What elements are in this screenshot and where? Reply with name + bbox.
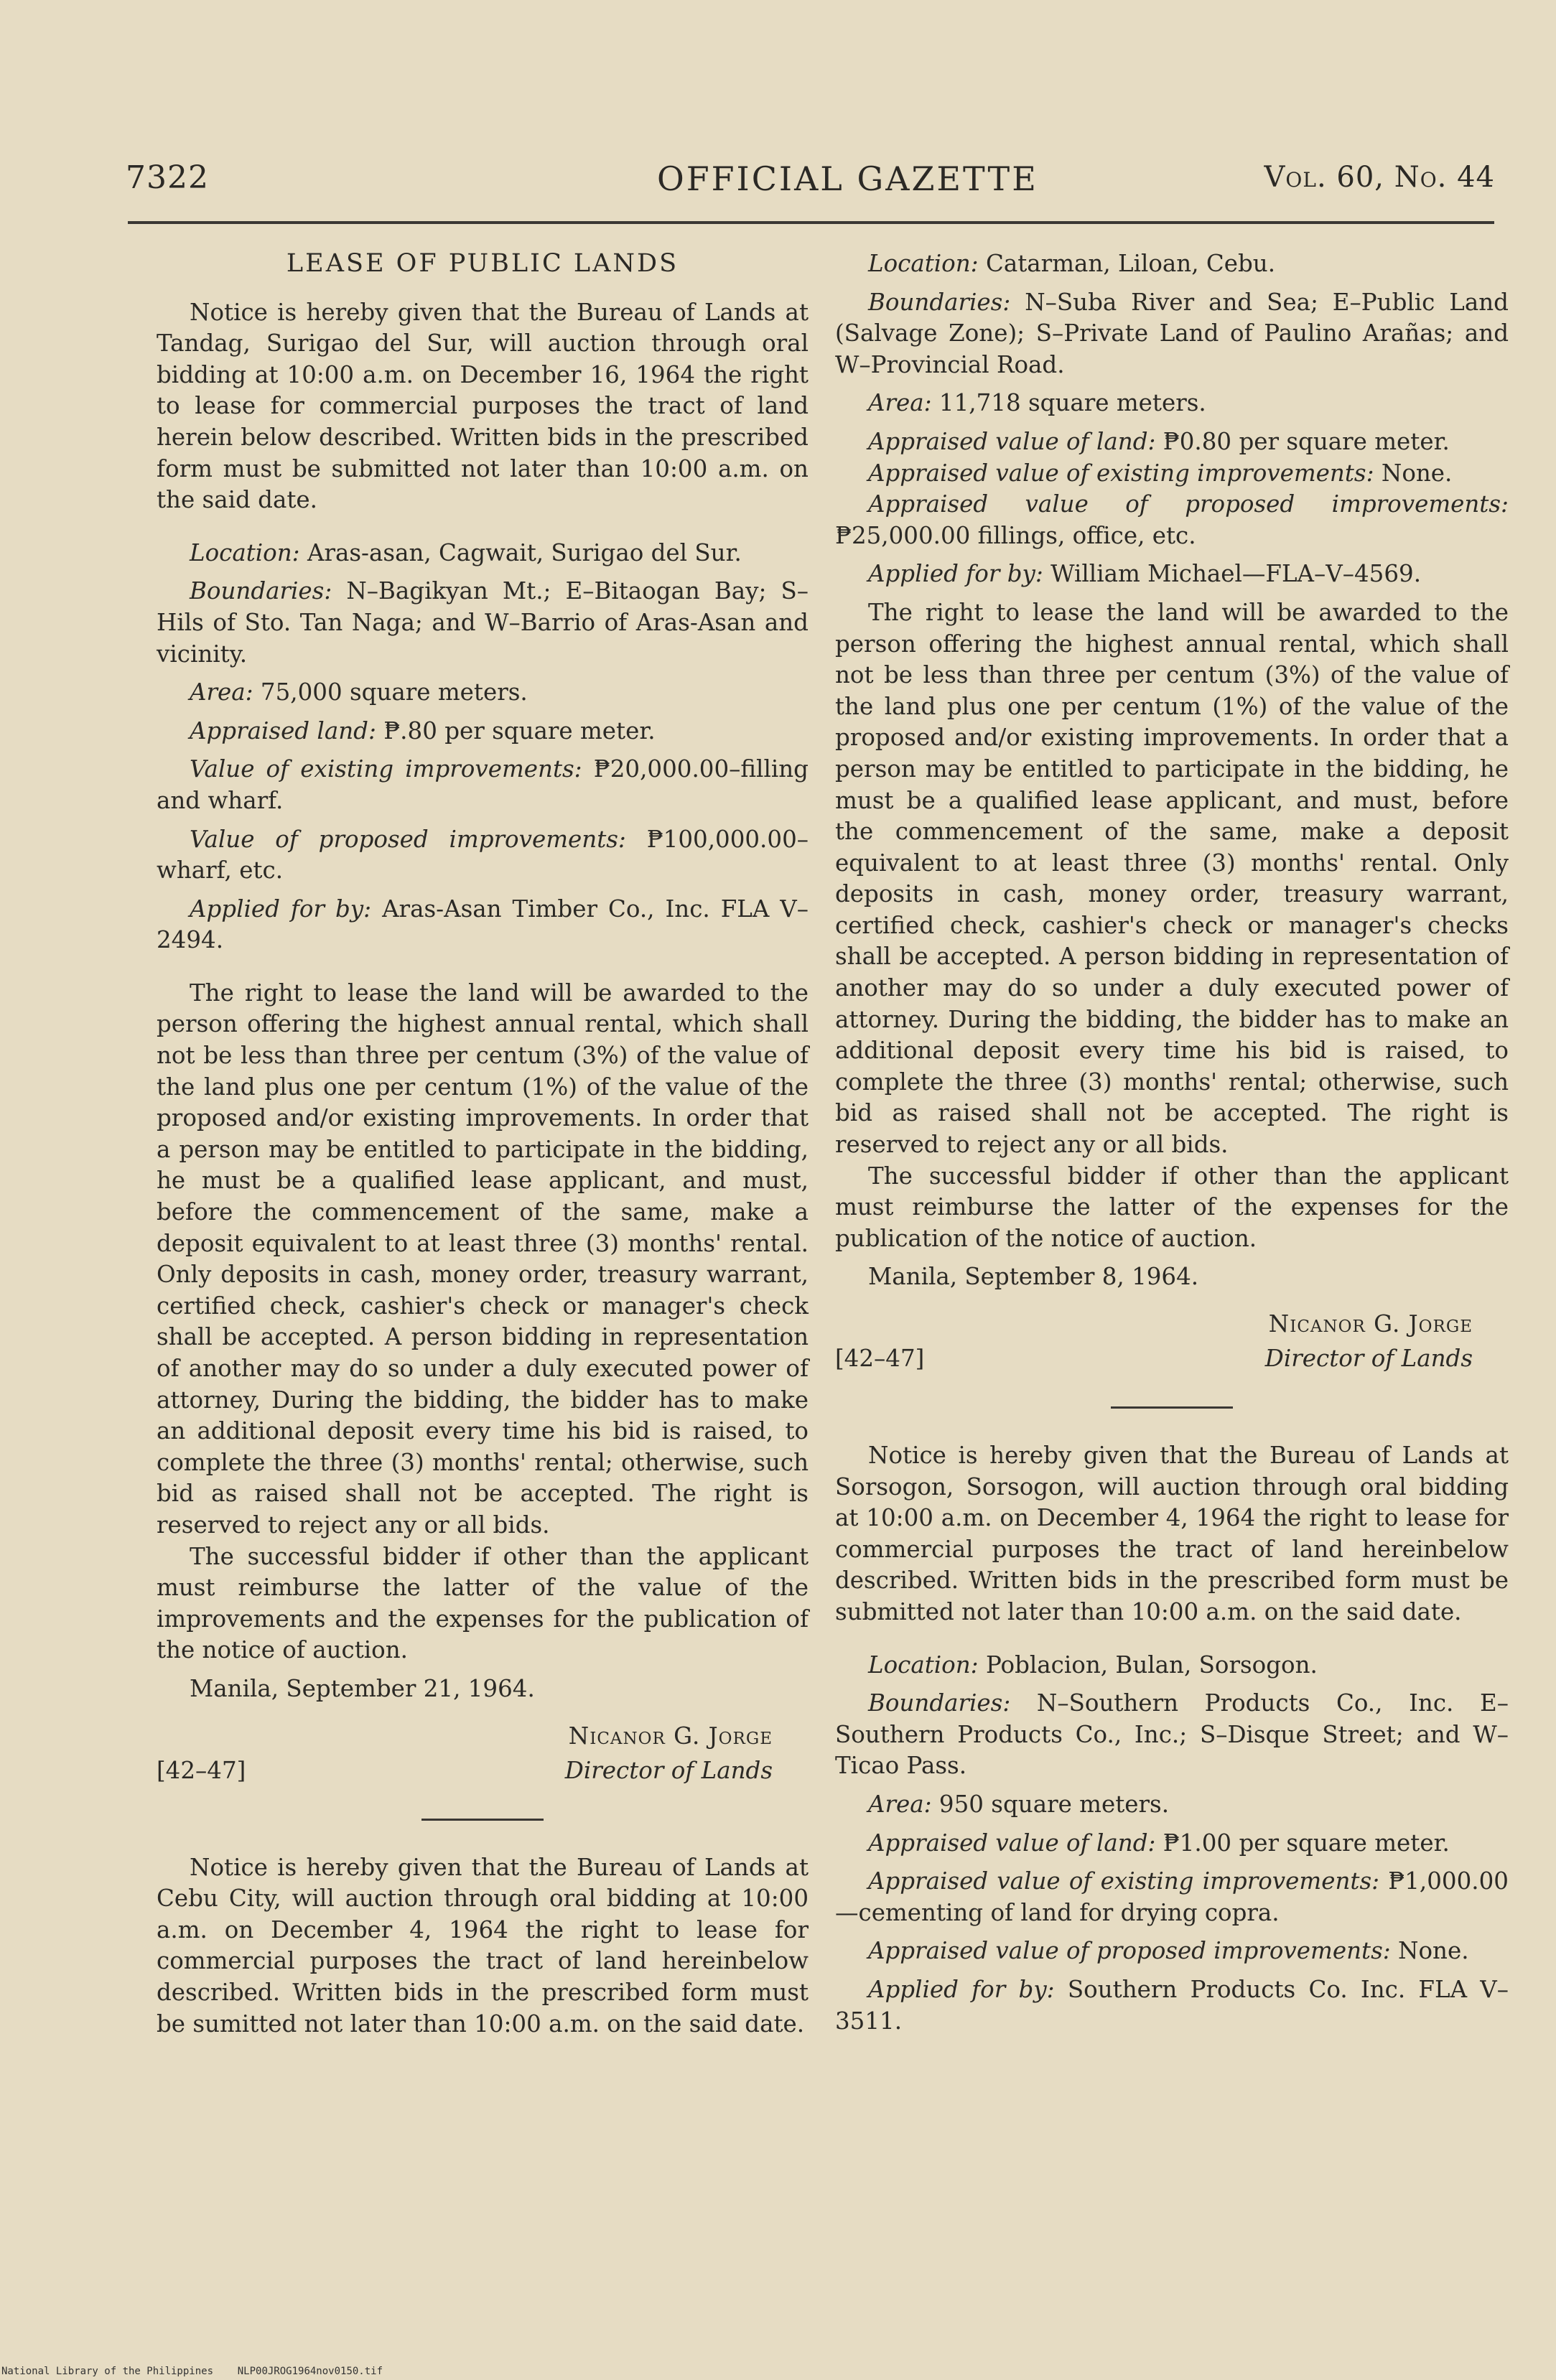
notice-1-proposed	[157, 824, 809, 887]
notice-3-applied	[835, 1974, 1509, 2037]
notice-2-intro: Notice is hereby given that the Bureau of Lands at Cebu City, will auction through oral bidding at 10:00 a.m. on December 4, 1964 the right to lease for commercial purposes the tract of land hereinbelow described. Written bids in the prescribed form must be sumitted not later than 10:00 a.m. on the said date.	[157, 1853, 809, 2038]
appraised-label: Appraised value of land:	[868, 1829, 1156, 1857]
signer-role: Director of Lands	[1264, 1345, 1473, 1372]
notice-2-area	[835, 388, 1509, 419]
appraised-value: ₱.80 per square meter.	[383, 717, 656, 745]
boundaries-label: Boundaries:	[868, 288, 1011, 316]
appraised-label: Appraised land:	[190, 717, 376, 745]
location-value: Catarman, Liloan, Cebu.	[985, 250, 1276, 277]
boundaries-label: Boundaries:	[190, 577, 332, 605]
notice-1-area	[157, 677, 809, 709]
notice-1-location	[157, 538, 809, 569]
proposed-label: Value of proposed improvements:	[190, 825, 626, 853]
footer-library: National Library of the Philippines	[1, 2366, 214, 2377]
proposed-value: ₱25,000.00 fillings, office, etc.	[835, 521, 1196, 549]
notice-1-applied	[157, 894, 809, 956]
appraised-label: Appraised value of land:	[868, 427, 1156, 455]
notice-3-intro: Notice is hereby given that the Bureau of Lands at Sorsogon, Sorsogon, will auction through oral bidding at 10:00 a.m. on December 4, 1964 the right to lease for commercial purposes the tract of land hereinbelow described. Written bids in the prescribed form must be submitted not later than 10:00 a.m. on the said date.	[835, 1442, 1509, 1625]
notice-2-location	[835, 248, 1509, 280]
location-label: Location:	[190, 538, 300, 566]
notice-3-boundaries	[835, 1688, 1509, 1782]
applied-value: Southern Products Co. Inc. FLA V–3511.	[835, 1975, 1509, 2035]
notice-2-existing	[835, 458, 1509, 490]
notice-3-proposed	[835, 1936, 1509, 1967]
applied-label: Applied for by:	[190, 895, 372, 923]
area-label: Area:	[868, 1790, 932, 1818]
signer-role: Director of Lands	[564, 1756, 773, 1784]
notice-1-reimburse: The successful bidder if other than the applicant must reimburse the latter of the value of the improvements and the expenses for the publication of the notice of auction.	[157, 1542, 809, 1664]
notice-1-boundaries	[157, 576, 809, 670]
notice-2-boundaries	[835, 287, 1509, 381]
publication-title: OFFICIAL GAZETTE	[657, 159, 1038, 198]
existing-label: Appraised value of existing improvements:	[868, 1867, 1380, 1895]
scan-footer	[1, 2366, 383, 2377]
signer-name: Nicanor G. Jorge	[1268, 1310, 1473, 1338]
page-header	[126, 159, 1495, 210]
notice-1-signature	[157, 1721, 809, 1793]
notice-2-appraised	[835, 426, 1509, 458]
right-column	[835, 248, 1509, 2037]
notice-2-applied	[835, 559, 1509, 590]
area-value: 11,718 square meters.	[938, 389, 1206, 417]
boundaries-label: Boundaries:	[868, 1689, 1011, 1717]
applied-label: Applied for by:	[868, 560, 1043, 588]
area-label: Area:	[190, 678, 253, 706]
appraised-value: ₱1.00 per square meter.	[1163, 1829, 1450, 1857]
notice-1-intro: Notice is hereby given that the Bureau of Lands at Tandag, Surigao del Sur, will auction through oral bidding at 10:00 a.m. on December 16, 1964 the right to lease for commercial purposes the tract of land herein below described. Written bids in the prescribed form must be submitted not later than 10:00 a.m. on the said date.	[157, 298, 809, 514]
applied-label: Applied for by:	[868, 1975, 1055, 2003]
notice-1-appraised	[157, 716, 809, 747]
signer-name: Nicanor G. Jorge	[568, 1722, 773, 1750]
existing-label: Value of existing improvements:	[190, 755, 582, 783]
notice-divider	[1111, 1406, 1233, 1409]
boundaries-value: N–Bagikyan Mt.; E–Bitaogan Bay; S–Hils of Sto. Tan Naga; and W–Barrio of Aras-Asan and vicinity.	[157, 577, 809, 668]
issue-code: [42–47]	[157, 1756, 246, 1784]
volume-issue: Vol. 60, No. 44	[1264, 161, 1495, 194]
boundaries-value: N–Southern Products Co., Inc. E–Southern Products Co., Inc.; S–Disque Street; and W–Ticao Pass.	[835, 1689, 1509, 1780]
notice-2-reimburse: The successful bidder if other than the applicant must reimburse the latter of the expenses for the publication of the notice of auction.	[835, 1162, 1509, 1252]
footer-file: NLP00JROG1964nov0150.tif	[237, 2366, 383, 2377]
header-rule	[128, 221, 1494, 224]
proposed-value: ₱100,000.00–wharf, etc.	[157, 825, 809, 885]
location-label: Location:	[868, 1651, 979, 1679]
area-label: Area:	[868, 389, 932, 417]
applied-value: William Michael—FLA–V–4569.	[1050, 560, 1422, 588]
area-value: 75,000 square meters.	[260, 678, 528, 706]
notice-2-proposed	[835, 489, 1509, 551]
notice-3-existing	[835, 1866, 1509, 1928]
notice-3-area	[835, 1789, 1509, 1821]
proposed-label: Appraised value of proposed improvements:	[868, 490, 1509, 518]
location-value: Poblacion, Bulan, Sorsogon.	[985, 1651, 1318, 1679]
notice-3-location	[835, 1650, 1509, 1681]
issue-code: [42–47]	[835, 1345, 925, 1372]
area-value: 950 square meters.	[938, 1790, 1170, 1818]
proposed-label: Appraised value of proposed improvements:	[868, 1937, 1391, 1965]
notice-divider	[421, 1819, 544, 1821]
boundaries-value: N–Suba River and Sea; E–Public Land (Salvage Zone); S–Private Land of Paulino Arañas; and W–Provincial Road.	[835, 288, 1509, 378]
page-number: 7322	[126, 159, 209, 196]
notice-1-existing	[157, 754, 809, 816]
left-column	[157, 248, 809, 2040]
location-label: Location:	[868, 250, 979, 277]
existing-value: ₱20,000.00–filling and wharf.	[157, 755, 809, 814]
notice-1-terms: The right to lease the land will be awarded to the person offering the highest annual rental, which shall not be less than three per centum (3%) of the value of the land plus one per centum (1%) of the value of the proposed and/or existing improvements. In order that a person may be entitled to participate in the bidding, he must be a qualified lease applicant, and must, before the commencement of the same, make a deposit equivalent to at least three (3) months' rental. Only deposits in cash, money order, treasury warrant, certified check, cashier's check or manager's check shall be accepted. A person bidding in representation of another may do so under a duly executed power of attorney, During the bidding, the bidder has to make an additional deposit every time his bid is raised, to complete the three (3) months' rental; otherwise, such bid as raised shall not be accepted. The right is reserved to reject any or all bids.	[157, 979, 809, 1539]
existing-label: Appraised value of existing improvements:	[868, 459, 1374, 487]
proposed-value: None.	[1398, 1937, 1469, 1965]
section-heading: LEASE OF PUBLIC LANDS	[286, 249, 679, 278]
location-value: Aras-asan, Cagwait, Surigao del Sur.	[307, 538, 742, 566]
notice-2-signature	[835, 1309, 1509, 1381]
notice-2-terms: The right to lease the land will be awarded to the person offering the highest annual rental, which shall not be less than three per centum (3%) of the value of the land plus one per centum (1%) of the value of the proposed and/or existing improvements. In order that a person may be entitled to participate in the bidding, he must be a qualified lease applicant, and must, before the commencement of the same, make a deposit equivalent to at least three (3) months' rental. Only deposits in cash, money order, treasury warrant, certified check, cashier's check or manager's checks shall be accepted. A person bidding in representation of another may do so under a duly executed power of attorney. During the bidding, the bidder has to make an additional deposit every time his bid is raised, to complete the three (3) months' rental; otherwise, such bid as raised shall not be accepted. The right is reserved to reject any or all bids.	[835, 598, 1509, 1159]
notice-2-date: Manila, September 8, 1964.	[868, 1263, 1199, 1291]
existing-value: ₱1,000.00—cementing of land for drying copra.	[835, 1867, 1509, 1926]
applied-value: Aras-Asan Timber Co., Inc. FLA V– 2494.	[157, 895, 809, 954]
appraised-value: ₱0.80 per square meter.	[1163, 427, 1450, 455]
notice-3-appraised	[835, 1828, 1509, 1859]
existing-value: None.	[1381, 459, 1453, 487]
notice-1-date: Manila, September 21, 1964.	[190, 1674, 535, 1702]
